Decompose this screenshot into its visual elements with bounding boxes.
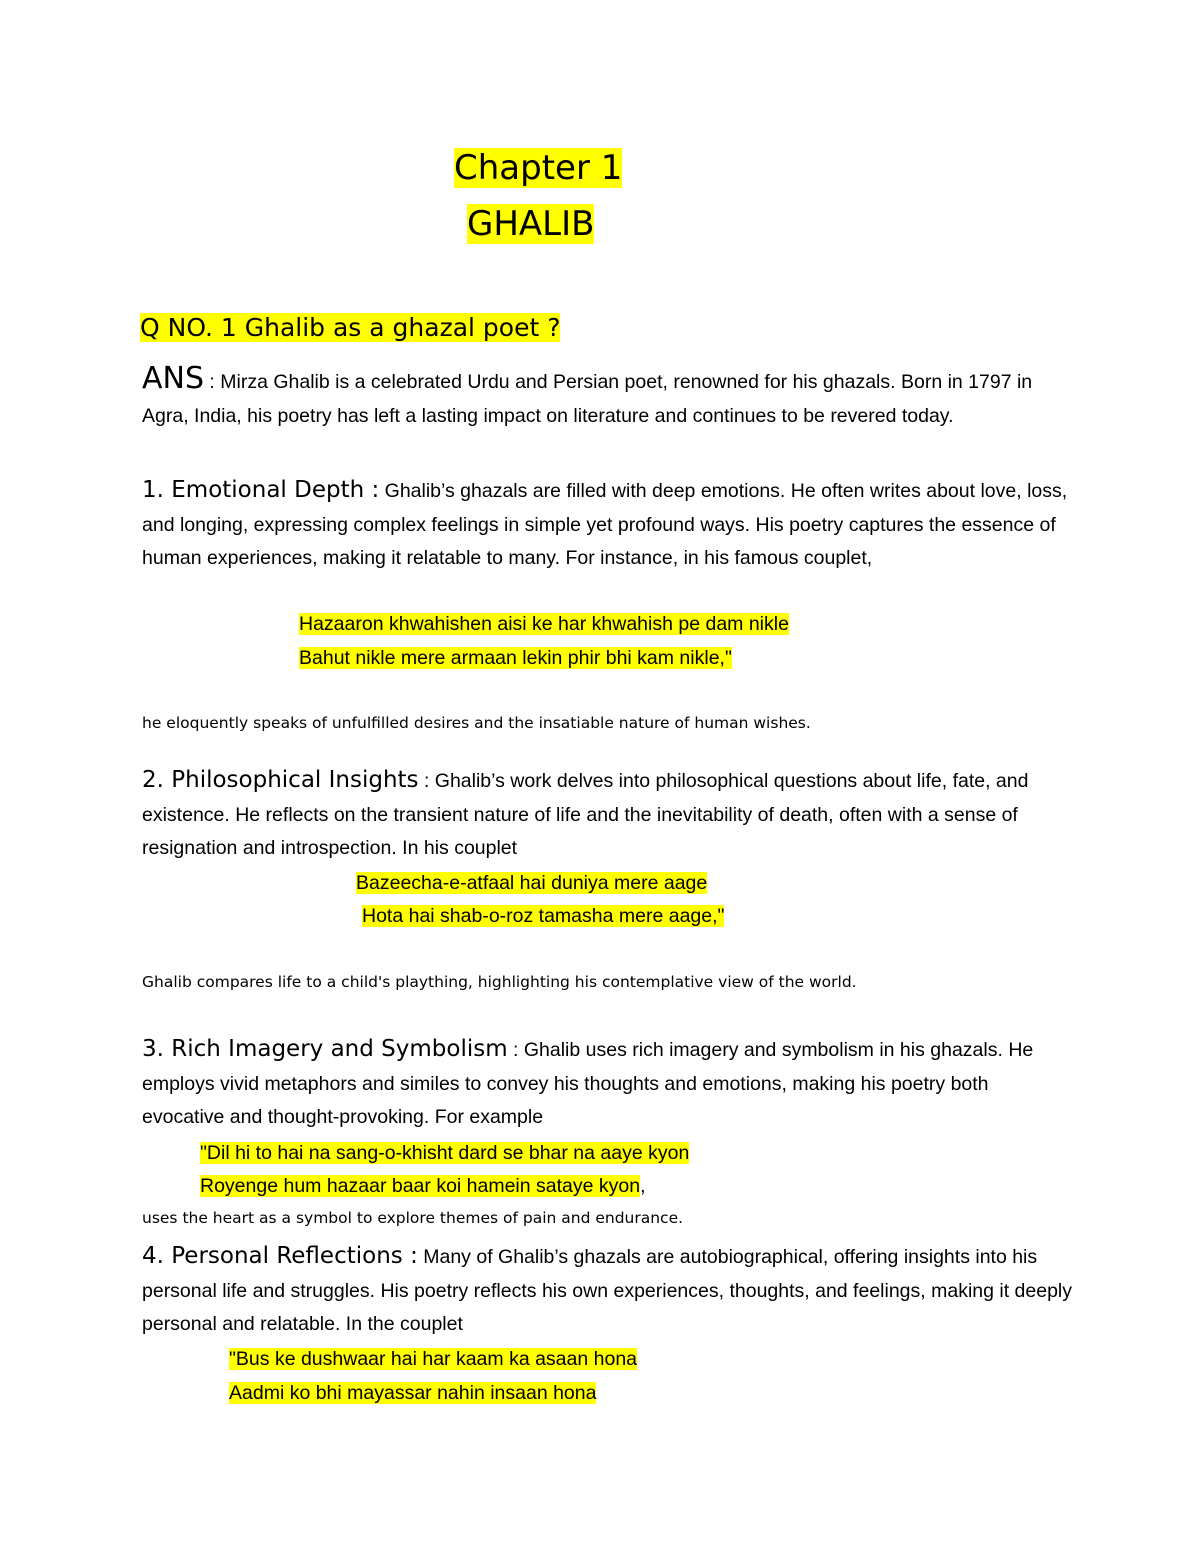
point-philosophical-insights [142, 764, 1072, 866]
couplet-line: Aadmi ko bhi mayassar nahin insaan hona [229, 1382, 597, 1404]
answer-label: ANS [142, 361, 205, 396]
point-heading: 1. Emotional Depth : [142, 477, 380, 503]
point-text: : Ghalib uses rich imagery and symbolism in his ghazals. He employs vivid metaphors and similes to convey his thoughts and emotions, making his poetry both evocative and thought-provoking. For example [142, 1039, 1034, 1128]
point-personal-reflections [142, 1240, 1072, 1342]
point-text: Many of Ghalib’s ghazals are autobiographical, offering insights into his personal life and struggles. His poetry reflects his own experiences, thoughts, and feelings, making it deeply personal and relatable. In the couplet [142, 1246, 1073, 1335]
couplet-line: Hota hai shab-o-roz tamasha mere aage," [362, 905, 725, 927]
point-rich-imagery [142, 1033, 1072, 1135]
chapter-number: Chapter 1 [454, 148, 623, 188]
couplet-line: Bazeecha-e-atfaal hai duniya mere aage [356, 872, 708, 894]
couplet-line: Royenge hum hazaar baar koi hamein sataye kyon, [200, 1175, 646, 1197]
answer-text: : Mirza Ghalib is a celebrated Urdu and Persian poet, renowned for his ghazals. Born in 1797 in Agra, India, his poetry has left a lasting impact on literature and continues to be revered today. [142, 371, 1033, 427]
point-heading: 3. Rich Imagery and Symbolism [142, 1036, 508, 1062]
point-text: : Ghalib’s work delves into philosophical questions about life, fate, and existence. He reflects on the transient nature of life and the inevitability of death, often with a sense of resignation and introspection. In his couplet [142, 770, 1029, 859]
point-emotional-depth [142, 474, 1072, 576]
chapter-title: GHALIB [467, 204, 595, 244]
point-note: Ghalib compares life to a child's plaything, highlighting his contemplative view of the world. [142, 973, 857, 991]
point-heading: 4. Personal Reflections : [142, 1243, 418, 1269]
couplet-line: Bahut nikle mere armaan lekin phir bhi kam nikle," [299, 647, 732, 669]
question-heading: Q NO. 1 Ghalib as a ghazal poet ? [140, 313, 561, 342]
point-note: uses the heart as a symbol to explore themes of pain and endurance. [142, 1209, 684, 1227]
point-heading: 2. Philosophical Insights [142, 767, 419, 793]
point-note: he eloquently speaks of unfulfilled desires and the insatiable nature of human wishes. [142, 714, 811, 732]
answer-paragraph [142, 362, 1072, 433]
couplet-line: "Dil hi to hai na sang-o-khisht dard se bhar na aaye kyon [200, 1142, 690, 1164]
couplet-line: "Bus ke dushwaar hai har kaam ka asaan hona [229, 1348, 638, 1370]
point-text: Ghalib’s ghazals are filled with deep emotions. He often writes about love, loss, and longing, expressing complex feelings in simple yet profound ways. His poetry captures the essence of human experiences, making it relatable to many. For instance, in his famous couplet, [142, 480, 1068, 569]
couplet-line: Hazaaron khwahishen aisi ke har khwahish pe dam nikle [299, 613, 789, 635]
